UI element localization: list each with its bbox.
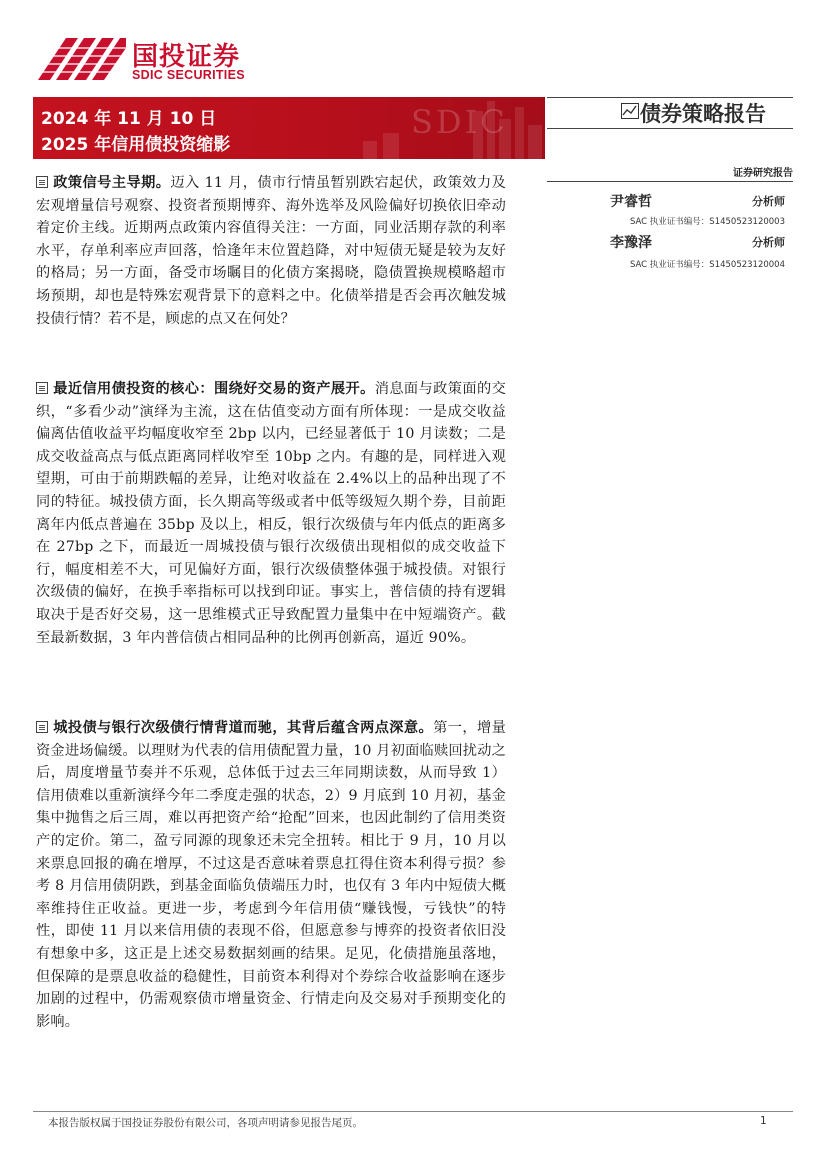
section-credit-core (36, 378, 506, 649)
analyst-cert: SAC 执业证书编号：S1450523120003 (629, 217, 785, 227)
header-rule-bottom (547, 181, 793, 182)
logo-english-name: SDIC SECURITIES (132, 68, 245, 82)
analyst-cert: SAC 执业证书编号：S1450523120004 (629, 260, 785, 270)
footer-disclaimer: 本报告版权属于国投证券股份有限公司，各项声明请参见报告尾页。 (48, 1117, 363, 1129)
bullet-icon (36, 721, 48, 733)
chart-icon (621, 103, 639, 119)
report-type (612, 98, 793, 128)
report-title: 2025 年信用债投资缩影 (41, 135, 231, 155)
section-body: 迈入 11 月，债市行情虽暂别跌宕起伏，政策效力及宏观增量信号观察、投资者预期博弈、海外选举及风险偏好切换依旧牵动着定价主线。近期两点政策内容值得关注：一方面，同业活期存款的利率水平，存单利率应声回落，恰逢年末位置趋降，对中短债无疑是较为友好的格局；另一方面，备受市场瞩目的化债方案揭晓，隐债置换规模略超市场预期，却也是特殊宏观背景下的意料之中。化债举措是否会再次触发城投债行情？若不是，顾虑的点又在何处？ (36, 175, 506, 327)
research-label: 证券研究报告 (733, 168, 793, 179)
bullet-icon (36, 176, 48, 188)
analyst-role: 分析师 (752, 195, 785, 208)
section-body: 消息面与政策面的交织，“多看少动”演绎为主流，这在估值变动方面有所体现：一是成交收益偏离估值收益平均幅度收窄至 2bp 以内，已经显著低于 10 月读数；二是成交收益高点与低点距离同样收窄至 10bp 之内。有趣的是，同样进入观望期，可由于前期跌幅的差异，让绝对收益在 2.4%以上的品种出现了不同的特征。城投债方面，长久期高等级或者中低等级短久期个券，目前距离年内低点普遍在 35bp 及以上，相反，银行次级债与年内低点的距离多在 27bp 之下，而最近一周城投债与银行次级债出现相似的成交收益下行，幅度相差不大，可见偏好方面，银行次级债整体强于城投债。对银行次级债的偏好，在换手率指标可以找到印证。事实上，普信债的持有逻辑取决于是否好交易，这一思维模式正导致配置力量集中在中短端资产。截至最新数据，3 年内普信债占相同品种的比例再创新高，逼近 90%。 (36, 381, 506, 646)
header-rule-middle (547, 128, 793, 129)
logo-chinese-name: 国投证券 (132, 42, 241, 72)
report-date: 2024 年 11 月 10 日 (41, 109, 217, 129)
analyst-name: 李豫泽 (610, 235, 652, 251)
section-lead: 城投债与银行次级债行情背道而驰，其背后蕴含两点深意。 (53, 720, 434, 736)
logo-mark-icon (36, 34, 128, 82)
banner-watermark: SDIC (411, 103, 508, 141)
page-number: 1 (760, 1115, 767, 1127)
report-type-label: 债券策略报告 (640, 101, 766, 126)
footer-rule (33, 1111, 793, 1112)
section-body: 第一，增量资金进场偏缓。以理财为代表的信用债配置力量，10 月初面临赎回扰动之后，周度增量节奏并不乐观，总体低于过去三年同期读数，从而导致 1）信用债难以重新演绎今年二季度走强的状态，2）9 月底到 10 月初，基金集中抛售之后三周，难以再把资产给“抢配”回来，也因此制约了信用类资产的定价。第二，盈亏同源的现象还未完全扭转。相比于 9 月，10 月以来票息回报的确在增厚，不过这是否意味着票息扛得住资本利得亏损？参考 8 月信用债阴跌，到基金面临负债端压力时，也仅有 3 年内中短债大概率维持住正收益。更进一步，考虑到今年信用债“赚钱慢，亏钱快”的特性，即使 11 月以来信用债的表现不俗，但愿意参与博弈的投资者依旧没有想象中多，这正是上述交易数据刻画的结果。足见，化债措施虽落地，但保障的是票息收益的稳健性，目前资本利得对个券综合收益影响在逐步加剧的过程中，仍需观察债市增量资金、行情走向及交易对手预期变化的影响。 (36, 720, 506, 1030)
analyst-role: 分析师 (752, 236, 785, 249)
section-lead: 政策信号主导期。 (53, 175, 171, 191)
bullet-icon (36, 382, 48, 394)
section-divergence (36, 717, 506, 1033)
company-logo (36, 34, 266, 86)
analyst-name: 尹睿哲 (610, 194, 652, 210)
section-policy-signal (36, 172, 506, 330)
section-lead: 最近信用债投资的核心：围绕好交易的资产展开。 (53, 381, 375, 397)
title-banner (33, 97, 545, 159)
